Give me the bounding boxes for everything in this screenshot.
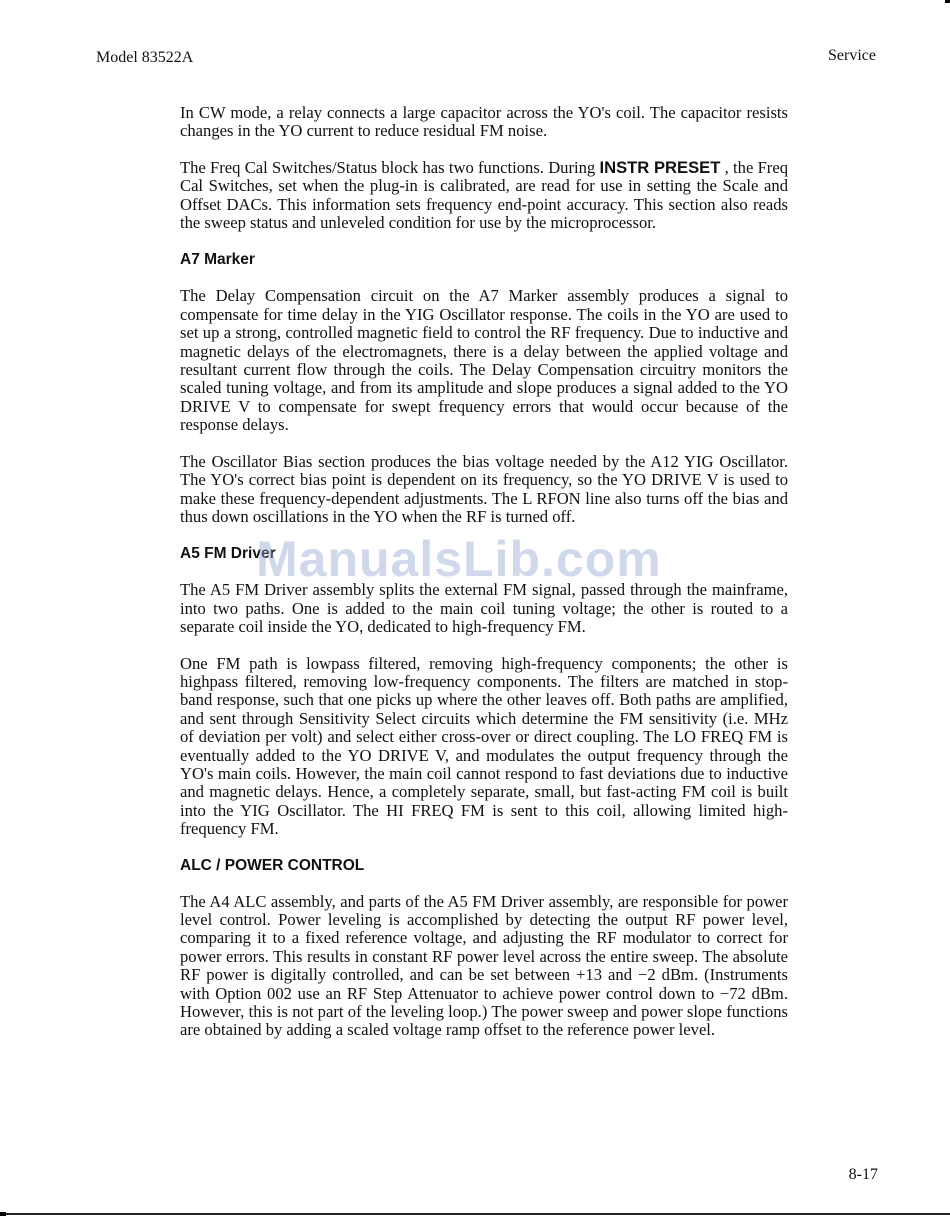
paragraph-fm-paths: One FM path is lowpass filtered, removing high-frequency components; the other is highpass filtered, removing low-frequency components. The filters are matched in stop-band response, such that one picks up where the other leaves off. Both paths are amplified, and sent through Sensitivity Select circuits which determine the FM sensitivity (i.e. MHz of deviation per volt) and select either cross-over or direct coupling. The LO FREQ FM is eventually added to the YO DRIVE V, and modulates the output frequency through the YO's main coils. However, the main coil cannot respond to fast deviations due to inductive and magnetic delays. Hence, a completely separate, small, but fast-acting FM coil is built into the YIG Oscillator. The HI FREQ FM is sent to this coil, allowing limited high-frequency FM.: [180, 653, 788, 839]
paragraph-freq-cal-start: The Freq Cal Switches/Status block has two functions. During: [180, 157, 600, 177]
heading-alc-power-control: ALC / POWER CONTROL: [180, 856, 365, 874]
header-section: Service: [828, 47, 876, 64]
scan-mark-bottom-left: [0, 1212, 6, 1216]
paragraph-freq-cal-rest: , the Freq Cal Switches, set when the plug-in is calibrated, are read for use in setting the Scale and Offset DACs. This information sets frequency end-point accuracy. This section also reads the sweep status and unleveled condition for use by the microprocessor.: [180, 157, 788, 233]
paragraph-alc: The A4 ALC assembly, and parts of the A5 FM Driver assembly, are responsible for power level control. Power leveling is accomplished by detecting the output RF power level, comparing it to a fixed reference voltage, and adjusting the RF modulator to correct for power errors. This results in constant RF power level across the entire sweep. The absolute RF power is digitally controlled, and can be set between +13 and −2 dBm. (Instruments with Option 002 use an RF Step Attenuator to achieve power control down to −72 dBm. However, this is not part of the leveling loop.) The power sweep and power slope functions are obtained by adding a scaled voltage ramp offset to the reference power level.: [180, 891, 788, 1040]
watermark-logo: ManualsLib.com: [256, 531, 662, 587]
scan-mark-top-right: [945, 0, 950, 3]
paragraph-freq-cal: [180, 159, 788, 233]
heading-a5-fm-driver: A5 FM Driver: [180, 545, 276, 563]
paragraph-oscillator-bias: The Oscillator Bias section produces the bias voltage needed by the A12 YIG Oscillator. The YO's correct bias point is dependent on its frequency, so the YO DRIVE V is used to make these frequency-dependent adjustments. The L RFON line also turns off the bias and thus down oscillations in the YO when the RF is turned off.: [180, 451, 788, 526]
heading-a7-marker: A7 Marker: [180, 251, 255, 269]
page-number: 8-17: [848, 1166, 878, 1183]
paragraph-delay-compensation: The Delay Compensation circuit on the A7 Marker assembly produces a signal to compensate for time delay in the YIG Oscillator response. The coils in the YO are used to set up a strong, controlled magnetic field to control the RF frequency. Due to inductive and magnetic delays of the electromagnets, there is a delay between the applied voltage and resultant current flow through the coils. The Delay Compensation circuitry monitors the scaled tuning voltage, and from its amplitude and slope produces a signal added to the YO DRIVE V to compensate for swept frequency errors that would occur because of the response delays.: [180, 286, 788, 435]
scan-bottom-edge: [0, 1213, 950, 1215]
paragraph-cw-mode: In CW mode, a relay connects a large capacitor across the YO's coil. The capacitor resists changes in the YO current to reduce residual FM noise.: [180, 103, 788, 141]
paragraph-fm-driver: The A5 FM Driver assembly splits the external FM signal, passed through the mainframe, into two paths. One is added to the main coil tuning voltage; the other is routed to a separate coil inside the YO, dedicated to high-frequency FM.: [180, 580, 788, 637]
instr-preset-key: INSTR PRESET: [599, 157, 721, 177]
header-model: Model 83522A: [96, 49, 194, 66]
